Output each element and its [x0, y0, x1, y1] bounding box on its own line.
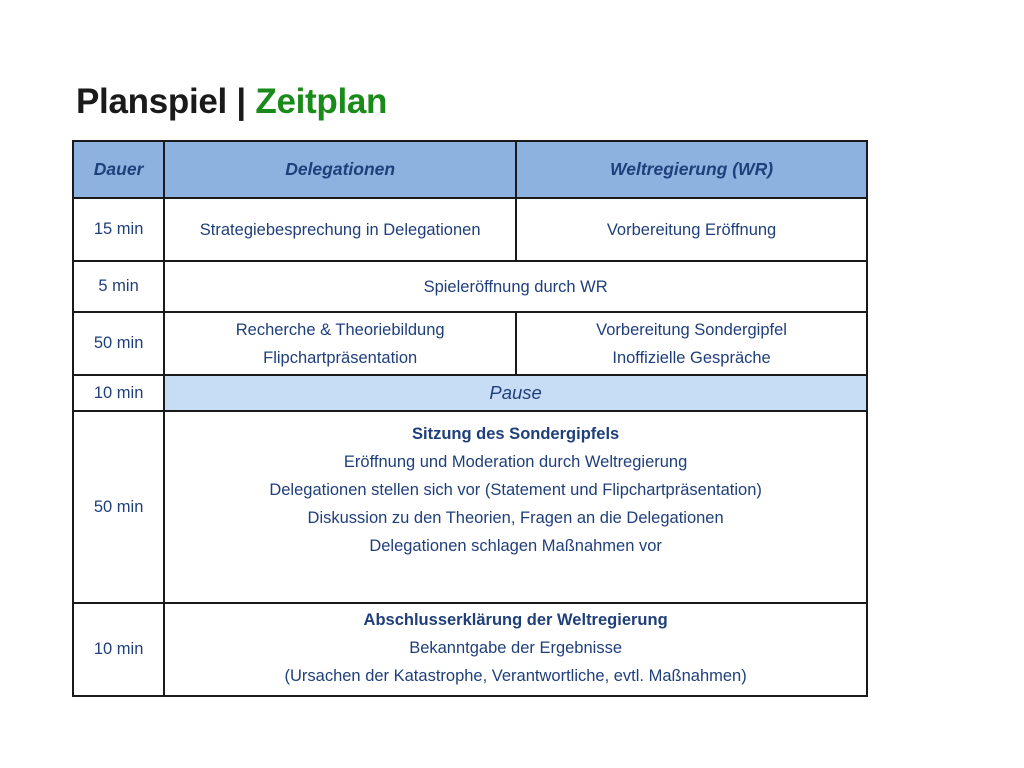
table-row	[73, 411, 867, 603]
schedule-table	[72, 140, 868, 697]
cell-dauer: 10 min	[73, 603, 164, 696]
cell-dauer: 50 min	[73, 411, 164, 603]
cell-line: Inoffizielle Gespräche	[612, 348, 771, 367]
cell-line: Vorbereitung Sondergipfel	[596, 320, 787, 339]
cell-heading: Abschlusserklärung der Weltregierung	[363, 611, 668, 629]
header-weltregierung: Weltregierung (WR)	[516, 141, 867, 198]
cell-pause: Pause	[164, 375, 867, 411]
table-row	[73, 312, 867, 375]
cell-line: Delegationen schlagen Maßnahmen vor	[369, 537, 662, 555]
table-row	[73, 198, 867, 261]
header-dauer: Dauer	[73, 141, 164, 198]
cell-merged	[164, 261, 867, 312]
cell-line: Vorbereitung Eröffnung	[606, 220, 777, 239]
header-row	[73, 141, 867, 198]
cell-dauer: 50 min	[73, 312, 164, 375]
cell-weltregierung	[516, 312, 867, 375]
cell-dauer: 10 min	[73, 375, 164, 411]
cell-line: Eröffnung und Moderation durch Weltregierung	[343, 453, 688, 471]
title-main: Planspiel	[76, 82, 227, 121]
cell-line: Recherche & Theoriebildung	[235, 320, 445, 339]
cell-weltregierung	[516, 198, 867, 261]
title-separator: |	[236, 82, 246, 121]
cell-heading: Sitzung des Sondergipfels	[412, 425, 620, 443]
cell-line: Delegationen stellen sich vor (Statement und Flipchartpräsentation)	[269, 481, 762, 499]
header-delegationen: Delegationen	[164, 141, 516, 198]
cell-line: (Ursachen der Katastrophe, Verantwortliche, evtl. Maßnahmen)	[284, 667, 747, 685]
cell-line: Flipchartpräsentation	[263, 348, 418, 367]
cell-delegationen	[164, 312, 516, 375]
cell-line: Bekanntgabe der Ergebnisse	[409, 639, 623, 657]
page-title	[76, 80, 387, 124]
cell-line: Spieleröffnung durch WR	[423, 277, 608, 296]
cell-dauer: 15 min	[73, 198, 164, 261]
cell-line: Diskussion zu den Theorien, Fragen an die Delegationen	[307, 509, 724, 527]
table-row	[73, 603, 867, 696]
table-row	[73, 375, 867, 411]
title-accent: Zeitplan	[255, 82, 388, 121]
cell-line: Strategiebesprechung in Delegationen	[199, 220, 481, 239]
cell-dauer: 5 min	[73, 261, 164, 312]
table-row	[73, 261, 867, 312]
cell-merged	[164, 603, 867, 696]
cell-delegationen	[164, 198, 516, 261]
cell-merged	[164, 411, 867, 603]
